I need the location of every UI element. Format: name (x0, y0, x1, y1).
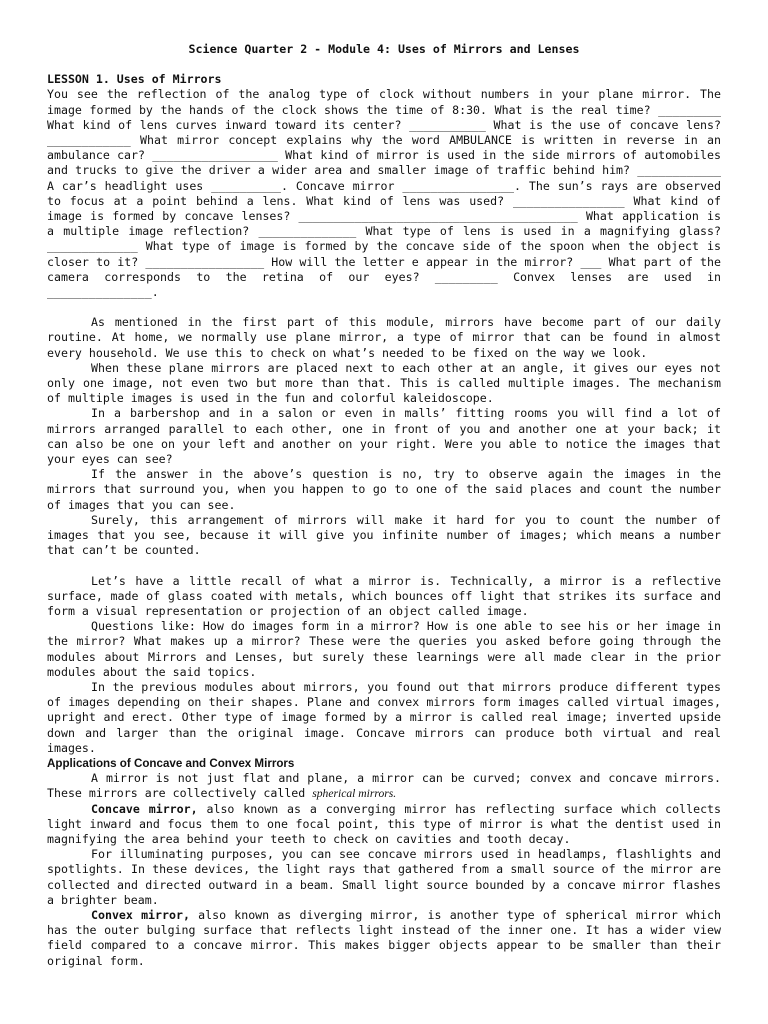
convex-mirror-text: also known as diverging mirror, is another type of spherical mirror which has the outer bulging surface that reflects light instead of the inner one. It has a wider view field compared to a concave mirror. This makes bigger objects appear to be smaller than their original form. (47, 907, 721, 968)
paragraph-infinite-images: Surely, this arrangement of mirrors will make it hard for you to count the number of images that you see, because it will give you infinite number of images; which means a number that can’t be counted. (47, 512, 721, 558)
spherical-text: A mirror is not just flat and plane, a mirror can be curved; convex and concave mirrors. These mirrors are collectively called (47, 771, 721, 801)
paragraph-barbershop: In a barbershop and in a salon or even in malls’ fitting rooms you will find a lot of mirrors arranged parallel to each other, one in front of you and another one at your back; it can also be one on your left and another on your right. Were you able to notice the images that your eyes can see? (47, 406, 721, 467)
paragraph-plane-mirror: As mentioned in the first part of this module, mirrors have become part of our daily routine. At home, we normally use plane mirror, a type of mirror that can be found in almost every household. We use this to check on what’s needed to be fixed on the way we look. (47, 315, 721, 360)
page-title: Science Quarter 2 - Module 4: Uses of Mirrors and Lenses (188, 42, 580, 56)
concave-mirror-term: Concave mirror, (91, 801, 198, 816)
intro-questions-paragraph: You see the reflection of the analog type of clock without numbers in your plane mirror. The image formed by the hands of the clock shows the time of 8:30. What is the real time? _________ What kind of lens curves inward toward its center? ___________ What is the use of concave lens? ____________ What mirror concept explains why the word AMBULANCE is written in reverse in an ambulance car? __________________ What kind of mirror is used in the side mirrors of automobiles and trucks to give the driver a wider area and smaller image of traffic behind him? ____________ A car’s headlight uses __________. Concave mirror ________________. The sun’s rays are observed to focus at a point behind a lens. What kind of lens was used? ________________ What kind of image is formed by concave lenses? ________________________________________ What application is a multiple image reflection? ______________ What type of lens is used in a magnifying glass? _____________ What type of image is formed by the concave side of the spoon when the object is closer to it? _________________ How will the letter e appear in the mirror? ___ What part of the camera corresponds to the retina of our eyes? _________ Convex lenses are used in _______________. (47, 87, 721, 300)
paragraph-mirror-definition: Let’s have a little recall of what a mirror is. Technically, a mirror is a reflective surface, made of glass coated with metals, which bounces off light that strikes its surface and form a visual representation or projection of an object called image. (47, 573, 721, 618)
spacer (47, 559, 721, 574)
paragraph-image-types: In the previous modules about mirrors, you found out that mirrors produce different types of images depending on their shapes. Plane and convex mirrors form images called virtual images, upright and erect. Other type of image formed by a mirror is called real image; inverted upside down and larger than the original image. Concave mirrors can produce both virtual and real images. (47, 679, 721, 755)
paragraph-illuminating: For illuminating purposes, you can see concave mirrors used in headlamps, flashlights and spotlights. In these devices, the light rays that gathered from a small source of the mirror are collected and directed outward in a beam. Small light source bounded by a concave mirror flashes a brighter beam. (47, 847, 721, 907)
paragraph-multiple-images: When these plane mirrors are placed next to each other at an angle, it gives our eyes not only one image, not even two but more than that. This is called multiple images. The mechanism of multiple images is used in the fun and colorful kaleidoscope. (47, 360, 721, 406)
paragraph-spherical-mirrors (47, 771, 721, 801)
paragraph-questions: Questions like: How do images form in a mirror? How is one able to see his or her image in the mirror? What makes up a mirror? These were the queries you asked before going through the modules about Mirrors and Lenses, but surely these learnings were all made clear in the prior modules about the said topics. (47, 619, 721, 679)
paragraph-observe-again: If the answer in the above’s question is no, try to observe again the images in the mirrors that surround you, when you happen to go to one of the said places and count the number of images that you can see. (47, 467, 721, 512)
lesson-heading: LESSON 1. Uses of Mirrors (47, 72, 222, 87)
spherical-mirrors-term: spherical mirrors. (312, 787, 397, 801)
paragraph-convex-mirror (47, 908, 721, 969)
applications-heading: Applications of Concave and Convex Mirrors (47, 756, 295, 770)
spacer (47, 300, 721, 315)
convex-mirror-term: Convex mirror, (91, 907, 190, 922)
concave-mirror-text: also known as a converging mirror has reflecting surface which collects light inward and focus them to one focal point, this type of mirror is what the dentist used in magnifying the area behind your teeth to check on cavities and tooth decay. (47, 801, 722, 846)
paragraph-concave-mirror (47, 802, 721, 848)
